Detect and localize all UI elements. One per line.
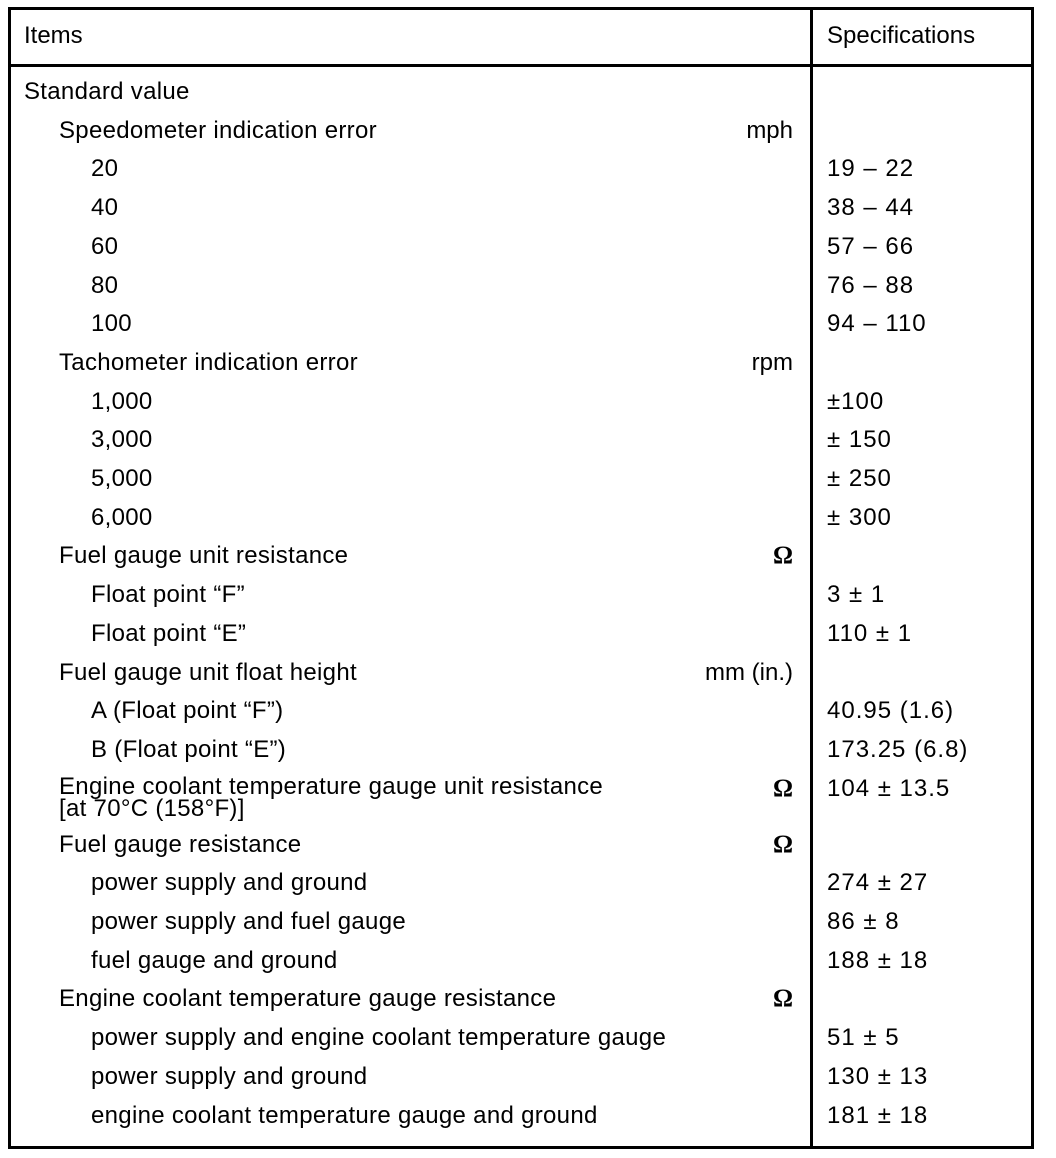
item-label <box>59 772 604 822</box>
table-row <box>11 1097 1031 1136</box>
table-row <box>11 692 1031 731</box>
item-label: 3,000 <box>91 426 153 454</box>
specifications-table <box>8 7 1034 1149</box>
spec-value: 188 ± 18 <box>827 946 929 974</box>
spec-value: 3 ± 1 <box>827 581 886 609</box>
unit-label: Ω <box>772 542 793 570</box>
item-label: 60 <box>91 232 119 260</box>
table-row <box>11 770 1031 826</box>
spec-value: 19 – 22 <box>827 155 915 183</box>
table-row <box>11 654 1031 693</box>
table-row <box>11 615 1031 654</box>
spec-value: 181 ± 18 <box>827 1101 929 1129</box>
item-label: Float point “F” <box>91 581 245 609</box>
table-row <box>11 903 1031 942</box>
items-column-header: Items <box>24 22 83 49</box>
table-row <box>11 73 1031 112</box>
item-label: 1,000 <box>91 387 153 415</box>
table-row <box>11 344 1031 383</box>
item-label: 5,000 <box>91 465 153 492</box>
table-row <box>11 112 1031 151</box>
table-row <box>11 189 1031 228</box>
item-label: 6,000 <box>91 503 153 531</box>
item-label: Fuel gauge resistance <box>59 830 302 858</box>
table-row <box>11 826 1031 865</box>
item-label: power supply and engine coolant temperature gauge <box>91 1024 667 1052</box>
item-label: fuel gauge and ground <box>91 946 338 974</box>
table-row <box>11 421 1031 460</box>
item-label-line1: Engine coolant temperature gauge unit resistance <box>59 772 604 800</box>
unit-label: mm (in.) <box>705 658 793 686</box>
table-row <box>11 980 1031 1019</box>
item-label: power supply and fuel gauge <box>91 908 406 935</box>
unit-label: Ω <box>772 774 793 802</box>
spec-value: 110 ± 1 <box>827 619 913 647</box>
spec-value: 51 ± 5 <box>827 1024 900 1052</box>
item-label: 20 <box>91 155 119 183</box>
spec-value: 94 – 110 <box>827 310 927 338</box>
item-label: 100 <box>91 310 132 338</box>
spec-value: ± 250 <box>827 465 892 492</box>
table-row <box>11 731 1031 770</box>
item-label: Fuel gauge unit float height <box>59 658 357 686</box>
table-row <box>11 537 1031 576</box>
item-label: 40 <box>91 194 119 222</box>
item-label-line2: [at 70°C (158°F)] <box>59 794 245 822</box>
table-row <box>11 150 1031 189</box>
item-label: B (Float point “E”) <box>91 735 287 763</box>
item-label: engine coolant temperature gauge and ground <box>91 1101 598 1129</box>
specifications-column-header: Specifications <box>827 22 976 49</box>
table-row <box>11 228 1031 267</box>
item-label: Fuel gauge unit resistance <box>59 542 349 570</box>
table-row <box>11 576 1031 615</box>
table-row <box>11 942 1031 981</box>
spec-value: 40.95 (1.6) <box>827 697 955 725</box>
unit-label: Ω <box>772 830 793 858</box>
item-label: Float point “E” <box>91 619 247 647</box>
spec-value: 38 – 44 <box>827 194 915 222</box>
table-row <box>11 267 1031 306</box>
item-label: Standard value <box>24 78 190 105</box>
spec-value: ± 300 <box>827 503 892 531</box>
spec-value: 86 ± 8 <box>827 908 900 935</box>
spec-value: 130 ± 13 <box>827 1062 929 1090</box>
table-row <box>11 305 1031 344</box>
table-row <box>11 383 1031 422</box>
unit-label: rpm <box>751 348 793 376</box>
spec-value: 173.25 (6.8) <box>827 735 969 763</box>
unit-label: Ω <box>772 985 793 1013</box>
item-label: Engine coolant temperature gauge resistance <box>59 985 557 1013</box>
item-label: power supply and ground <box>91 1062 368 1090</box>
table-row <box>11 1019 1031 1058</box>
spec-value: ± 150 <box>827 426 892 454</box>
item-label: 80 <box>91 271 119 299</box>
table-row <box>11 1058 1031 1097</box>
item-label: power supply and ground <box>91 869 368 897</box>
item-label: A (Float point “F”) <box>91 697 284 725</box>
table-row <box>11 864 1031 903</box>
header-rule <box>11 64 1031 67</box>
spec-value: 104 ± 13.5 <box>827 774 951 802</box>
table-row <box>11 499 1031 538</box>
table-row <box>11 460 1031 499</box>
unit-label: mph <box>746 116 793 144</box>
spec-value: 76 – 88 <box>827 271 915 299</box>
item-label: Tachometer indication error <box>59 348 358 376</box>
spec-value: 57 – 66 <box>827 232 915 260</box>
spec-value: ±100 <box>827 387 885 415</box>
item-label: Speedometer indication error <box>59 116 377 144</box>
spec-value: 274 ± 27 <box>827 869 929 897</box>
